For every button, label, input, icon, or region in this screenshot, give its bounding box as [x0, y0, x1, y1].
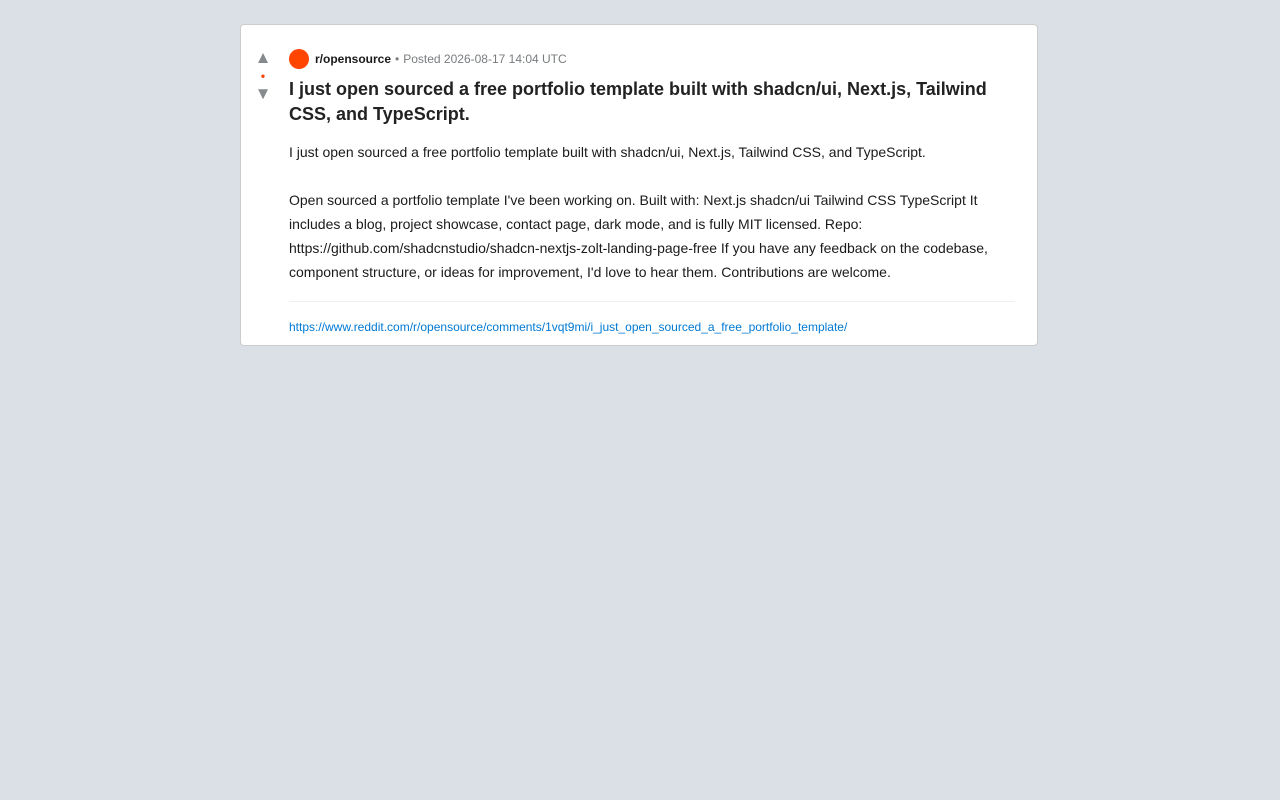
- post-body-paragraph: Open sourced a portfolio template I've been working on. Built with: Next.js shadcn/ui Tailwind CSS TypeScript It includes a blog, project showcase, contact page, dark mode, and is fully MIT licensed. Repo: https://github.com/shadcnstudio/shadcn-nextjs-zolt-landing-page-free If you have any feedback on the codebase, component structure, or ideas for improvement, I'd love to hear them. Contributions are welcome.: [289, 192, 988, 280]
- upvote-icon[interactable]: ▲: [254, 48, 272, 67]
- permalink-link[interactable]: https://www.reddit.com/r/opensource/comments/1vqt9mi/i_just_open_sourced_a_free_portfolio_template/: [289, 320, 848, 334]
- post-content: [289, 49, 1015, 336]
- post-body: [289, 140, 1015, 284]
- subreddit-link[interactable]: r/opensource: [315, 52, 392, 66]
- post-body-paragraph: I just open sourced a free portfolio template built with shadcn/ui, Next.js, Tailwind CSS, and TypeScript.: [289, 144, 926, 160]
- post-timestamp: Posted 2026-08-17 14:04 UTC: [403, 52, 567, 66]
- vote-column: [241, 49, 285, 103]
- post-meta: [289, 49, 1015, 69]
- meta-separator: •: [395, 52, 400, 66]
- vote-score: •: [260, 69, 266, 83]
- footer-divider: [289, 301, 1015, 302]
- post-card: [240, 24, 1038, 346]
- post-title[interactable]: I just open sourced a free portfolio template built with shadcn/ui, Next.js, Tailwind CSS, and TypeScript.: [289, 79, 987, 124]
- downvote-icon[interactable]: ▼: [254, 84, 272, 103]
- subreddit-avatar-icon[interactable]: [289, 49, 309, 69]
